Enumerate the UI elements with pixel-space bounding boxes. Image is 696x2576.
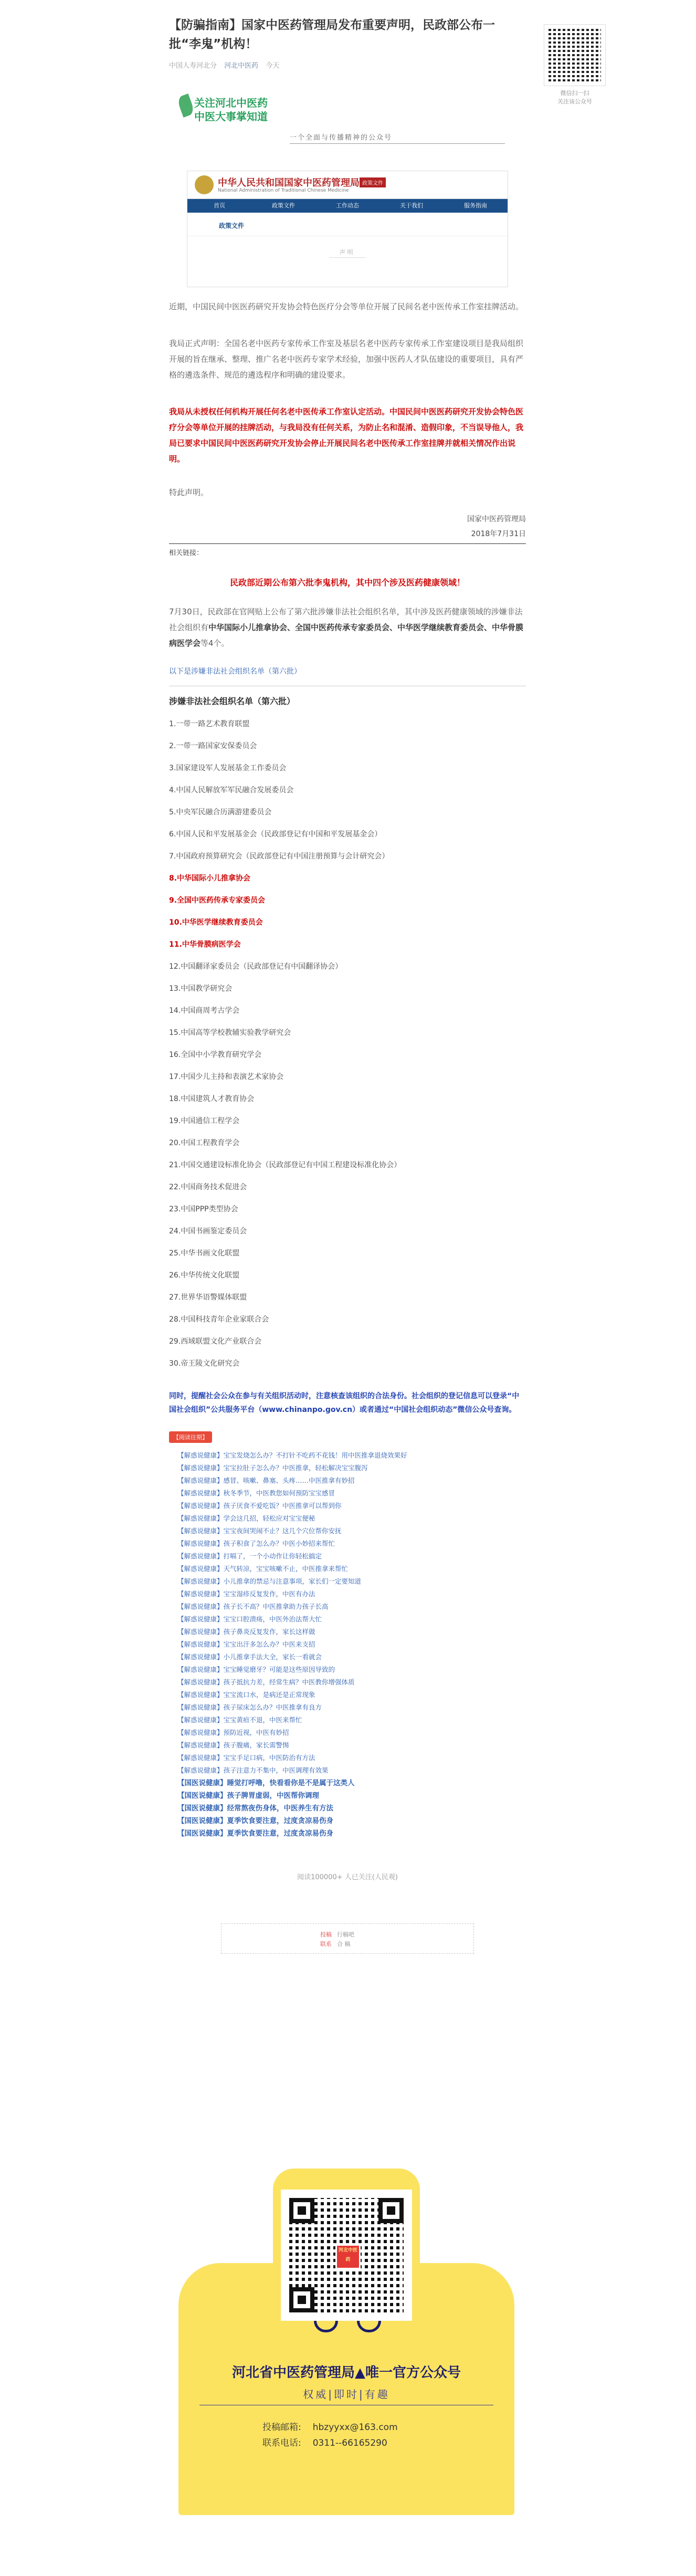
- top-banner: [169, 91, 526, 154]
- related-links-label: 相关链接：: [169, 549, 204, 557]
- site-subtitle: National Administration of Traditional Chinese Medicine: [218, 188, 349, 193]
- headline-link[interactable]: 【解惑说健康】孩子长不高？中医推拿助力孩子长高: [177, 1603, 329, 1610]
- headline-link[interactable]: 【解惑说健康】孩子腹痛，家长需警惕: [177, 1741, 289, 1749]
- banner-slogan: 一个全面与传播精神的公众号: [290, 134, 393, 142]
- org-item: 14.中国商周考古学会: [169, 1007, 240, 1015]
- headline-link[interactable]: 【解惑说健康】小儿推拿手法大全，家长一看就会: [177, 1653, 322, 1661]
- org-item: 22.中国商务技术促进会: [169, 1183, 247, 1191]
- headline-link[interactable]: 【解惑说健康】小儿推拿的禁忌与注意事项，家长们一定要知道: [177, 1577, 362, 1585]
- qr-code: [544, 24, 606, 86]
- banner-text: 关注河北中医药 中医大事掌知道: [194, 97, 268, 123]
- headline-link[interactable]: 【解惑说健康】宝宝湿疹反复发作，中医有办法: [177, 1590, 315, 1598]
- org-list: [169, 718, 526, 1368]
- headline-link[interactable]: 【国医说健康】孩子脾胃虚弱，中医帮你调理: [177, 1792, 319, 1800]
- org-item: 11.中华骨膜病医学会: [169, 940, 241, 949]
- headline-link[interactable]: 【解惑说健康】宝宝睡觉磨牙？可能是这些原因导致的: [177, 1666, 335, 1673]
- paragraph: 近期，中国民间中医医药研究开发协会特色医疗分会等单位开展了民间名老中医传承工作室挂牌活动。: [169, 302, 524, 311]
- qr-caption: 关注该公众号: [557, 98, 592, 105]
- org-item: 5.中央军民融合历满游建委员会: [169, 808, 272, 816]
- qr-logo: 河北中医药: [335, 2244, 361, 2269]
- author: 中国人寿河北分: [169, 62, 217, 70]
- nav-item: 首页: [214, 202, 225, 209]
- site-title: 中华人民共和国国家中医药管理局: [218, 177, 360, 189]
- national-emblem-icon: [195, 175, 214, 194]
- contact-email: 投稿邮箱: hbzyyxx@163.com: [262, 2422, 398, 2433]
- article: [169, 16, 526, 1954]
- account-link[interactable]: 河北中医药: [224, 62, 259, 70]
- headline-link[interactable]: 【解惑说健康】宝宝发烧怎么办？不打针不吃药不花钱！用中医推拿退烧效果好: [177, 1451, 407, 1459]
- headline-link[interactable]: 【解惑说健康】学会这几招，轻松应对宝宝便秘: [177, 1514, 315, 1522]
- org-item: 13.中国教学研究会: [169, 985, 233, 993]
- read-more-pill: 【阅读往期】: [169, 1431, 212, 1443]
- org-item: 6.中国人民和平发展基金会（民政部登记有中国和平发展基金会）: [169, 830, 382, 839]
- headline-link[interactable]: 【解惑说健康】宝宝出汗多怎么办？中医来支招: [177, 1640, 315, 1648]
- org-item: 29.西域联盟文化产业联合会: [169, 1337, 262, 1346]
- notice: 同时，提醒社会公众在参与有关组织活动时，注意核查该组织的合法身份。社会组织的登记信息可以登录“中国社会组织”公共服务平台（www.chinanpo.gov.cn）或者通过“中国社会组织动态”微信公众号查询。: [169, 1392, 520, 1414]
- paragraph: 7月30日，民政部在官网贴上公布了第六批涉嫌非法社会组织名单，其中涉及医药健康领域的涉嫌非法社会组织有中华国际小儿推拿协会、全国中医药传承专家委员会、中华医学继续教育委员会、中华骨膜病医学会等4个。: [169, 607, 524, 648]
- section-headline: 民政部近期公布第六批李鬼机构，其中四个涉及医药健康领域！: [229, 578, 465, 588]
- leaf-icon: [176, 93, 195, 118]
- headline-link[interactable]: 【解惑说健康】感冒、咳嗽、鼻塞、头疼……中医推拿有妙招: [177, 1477, 355, 1484]
- org-item: 24.中国书画鉴定委员会: [169, 1227, 247, 1235]
- headline-link[interactable]: 【国医说健康】睡觉打呼噜，快看看你是不是属于这类人: [177, 1779, 355, 1787]
- org-item: 4.中国人民解放军军民融合发展委员会: [169, 786, 294, 794]
- signature-date: 2018年7月31日: [471, 530, 526, 538]
- headline-link[interactable]: 【解惑说健康】孩子注意力不集中，中医调理有效果: [177, 1766, 329, 1774]
- site-nav: [187, 199, 508, 213]
- headline-link[interactable]: 【国医说健康】经常熬夜伤身体，中医养生有方法: [177, 1804, 333, 1813]
- headline-link[interactable]: 【解惑说健康】宝宝拉肚子怎么办？中医推拿，轻松解决宝宝腹泻: [177, 1464, 368, 1472]
- nav-item: 关于我们: [400, 202, 423, 209]
- headline-link[interactable]: 【解惑说健康】宝宝黄疸不退，中医来帮忙: [177, 1716, 302, 1724]
- headline-link[interactable]: 【解惑说健康】宝宝手足口病，中医防治有方法: [177, 1754, 315, 1762]
- org-item: 30.帝王陵文化研究会: [169, 1359, 240, 1368]
- section-label: 政策文件: [219, 222, 245, 229]
- headline-link[interactable]: 【解惑说健康】宝宝口腔溃疡，中医外治法帮大忙: [177, 1615, 322, 1623]
- contact-phone: 联系电话: 0311--66165290: [262, 2438, 387, 2448]
- side-qr-panel: [544, 24, 606, 106]
- nav-item: 政策文件: [272, 202, 295, 209]
- headline-list: [169, 1449, 526, 1840]
- publish-date: 今天: [266, 62, 280, 70]
- read-count: 阅读100000+ 人已关注(人民观): [297, 1873, 398, 1881]
- poster-slogan: 权威|即时|有趣: [303, 2388, 390, 2401]
- article-title: 【防骗指南】国家中医药管理局发布重要声明，民政部公布一批“李鬼”机构！: [169, 18, 495, 51]
- headline-link[interactable]: 【解惑说健康】打嗝了，一个小动作让你轻松搞定: [177, 1552, 322, 1560]
- poster-title: 河北省中医药管理局▲唯一官方公众号: [232, 2365, 461, 2381]
- headline-link[interactable]: 【解惑说健康】天气转凉，宝宝咳嗽不止，中医推拿来帮忙: [177, 1565, 349, 1573]
- website-screenshot: [187, 171, 508, 287]
- org-item: 20.中国工程教育学会: [169, 1139, 240, 1147]
- qr-caption: 微信扫一扫: [560, 90, 589, 97]
- headline-link[interactable]: 【解惑说健康】孩子抵抗力差，经常生病？中医教你增强体质: [177, 1678, 355, 1686]
- org-item: 1.一带一路艺术教育联盟: [169, 720, 250, 728]
- headline-link[interactable]: 【国医说健康】夏季饮食要注意，过度贪凉易伤身: [177, 1817, 333, 1825]
- org-item: 2.一带一路国家安保委员会: [169, 742, 257, 750]
- org-item: 9.全国中医药传承专家委员会: [169, 896, 266, 905]
- org-item: 28.中国科技青年企业家联合会: [169, 1315, 269, 1324]
- nav-item: 服务指南: [464, 202, 487, 209]
- article-meta: [169, 60, 526, 70]
- headline-link[interactable]: 【解惑说健康】宝宝流口水，是病还是正常现象: [177, 1691, 315, 1699]
- org-item: 8.中华国际小儿推拿协会: [169, 874, 251, 883]
- divider: [290, 143, 505, 144]
- org-item: 3.国家建设军人发展基金工作委员会: [169, 764, 287, 772]
- footer-poster: [178, 2169, 514, 2515]
- org-item: 27.世界华语警媒体联盟: [169, 1293, 247, 1302]
- paragraph: 特此声明。: [169, 488, 209, 497]
- org-item: 25.中华书画文化联盟: [169, 1249, 240, 1258]
- org-item: 10.中华医学继续教育委员会: [169, 918, 263, 927]
- contact-card: 投稿 行稿吧 联系 合 稿: [221, 1923, 474, 1954]
- org-item: 12.中国翻译家委员会（民政部登记有中国翻译协会）: [169, 962, 343, 971]
- headline-link[interactable]: 【解惑说健康】孩子厌食不爱吃饭？中医推拿可以帮到你: [177, 1502, 342, 1510]
- list-link[interactable]: 以下是涉嫌非法社会组织名单（第六批）: [169, 667, 301, 676]
- paragraph: 我局正式声明：全国名老中医药专家传承工作室及基层名老中医药专家传承工作室建设项目是我局组织开展的旨在继承、整理、推广名老中医药专家学术经验，加强中医药人才队伍建设的重要项目，具有严格的遴选条件、规范的遴选程序和明确的建设要求。: [169, 339, 524, 380]
- nav-item: 工作动态: [336, 202, 359, 209]
- headline-link[interactable]: 【解惑说健康】孩子鼻炎反复发作，家长这样做: [177, 1628, 315, 1636]
- org-item: 23.中国PPP类型协会: [169, 1205, 238, 1213]
- paragraph-highlight: 我局从未授权任何机构开展任何名老中医传承工作室认定活动。中国民间中医医药研究开发协会特色医疗分会等单位开展的挂牌活动，与我局没有任何关系，为防止名和混淆、造假印象，不当误导他人，我局已要求中国民间中医医药研究开发协会停止开展民间名老中医传承工作室挂牌并就相关情况作出说明。: [169, 407, 524, 464]
- org-item: 18.中国建筑人才教育协会: [169, 1095, 255, 1103]
- org-item: 19.中国通信工程学会: [169, 1117, 240, 1125]
- headline-link[interactable]: 【解惑说健康】秋冬季节，中医教您如何预防宝宝感冒: [177, 1489, 335, 1497]
- org-item: 17.中国少儿主持和表演艺术家协会: [169, 1073, 284, 1081]
- divider: [169, 543, 526, 544]
- headline-link[interactable]: 【解惑说健康】宝宝夜间哭闹不止？这几个穴位帮你安抚: [177, 1527, 342, 1535]
- qr-code: [289, 2198, 404, 2312]
- poster-qr: [281, 2190, 412, 2321]
- org-item: 16.全国中小学教育研究学会: [169, 1051, 262, 1059]
- list-title: 涉嫌非法社会组织名单（第六批）: [169, 686, 526, 707]
- org-item: 21.中国交通建设标准化协会（民政部登记有中国工程建设标准化协会）: [169, 1161, 402, 1169]
- headline-link[interactable]: 【解惑说健康】孩子尿床怎么办？中医推拿有良方: [177, 1703, 322, 1711]
- doc-label: 声 明: [340, 249, 353, 256]
- headline-link[interactable]: 【解惑说健康】孩子积食了怎么办？中医小妙招来帮忙: [177, 1540, 335, 1547]
- site-tag: 政策文件: [360, 177, 386, 187]
- signature: 国家中医药管理局: [467, 515, 526, 523]
- headline-link[interactable]: 【国医说健康】夏季饮食要注意，过度贪凉易伤身: [177, 1829, 333, 1838]
- org-item: 26.中华传统文化联盟: [169, 1271, 240, 1280]
- org-item: 7.中国政府预算研究会（民政部登记有中国注册预算与会计研究会）: [169, 852, 389, 861]
- headline-link[interactable]: 【解惑说健康】预防近视，中医有妙招: [177, 1729, 289, 1736]
- org-item: 15.中国高等学校教辅实验教学研究会: [169, 1029, 291, 1037]
